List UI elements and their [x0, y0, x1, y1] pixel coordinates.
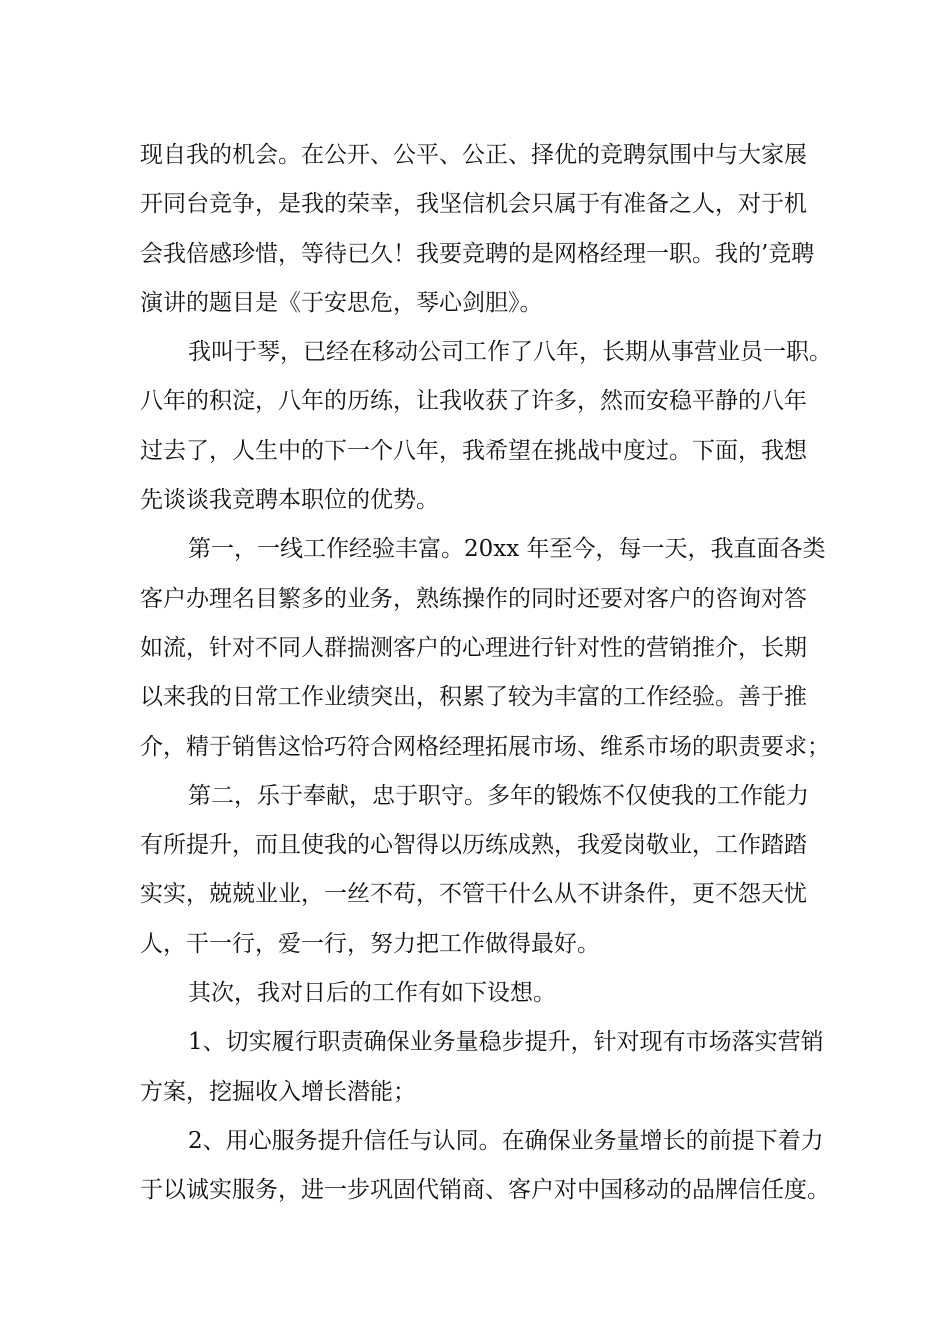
text-line: 有所提升，而且使我的心智得以历练成熟，我爱岗敬业，工作踏踏 — [140, 832, 807, 859]
text-line: 介，精于销售这恰巧符合网格经理拓展市场、维系市场的职责要求； — [140, 733, 830, 760]
paragraph-first-line: 我叫于琴，已经在移动公司工作了八年，长期从事营业员一职。 — [188, 339, 832, 366]
text-line: 实实，兢兢业业，一丝不苟，不管干什么从不讲条件，更不怨天忧 — [140, 881, 807, 908]
text-line: 演讲的题目是《于安思危，琴心剑胆》。 — [140, 289, 543, 316]
text-line: 客户办理名目繁多的业务，熟练操作的同时还要对客户的咨询对答 — [140, 585, 807, 612]
paragraph-first-line: 其次，我对日后的工作有如下设想。 — [188, 980, 556, 1007]
list-item-first-line: 1、切实履行职责确保业务量稳步提升，针对现有市场落实营销 — [188, 1029, 824, 1056]
text-line: 现自我的机会。在公开、公平、公正、择优的竞聘氛围中与大家展 — [140, 142, 807, 168]
paragraph-first-line: 第一，一线工作经验丰富。20xx 年至今，每一天，我直面各类 — [188, 536, 826, 563]
text-line: 八年的积淀，八年的历练，让我收获了许多，然而安稳平静的八年 — [140, 388, 807, 415]
document-body — [140, 131, 832, 1216]
text-line: 过去了，人生中的下一个八年，我希望在挑战中度过。下面，我想 — [140, 437, 807, 464]
list-item-first-line: 2、用心服务提升信任与认同。在确保业务量增长的前提下着力 — [188, 1127, 824, 1154]
text-line: 如流，针对不同人群揣测客户的心理进行针对性的营销推介，长期 — [140, 634, 807, 661]
text-line: 以来我的日常工作业绩突出，积累了较为丰富的工作经验。善于推 — [140, 684, 807, 711]
text-line: 人，干一行，爱一行，努力把工作做得最好。 — [140, 930, 600, 957]
paragraph-first-line: 第二，乐于奉献，忠于职守。多年的锻炼不仅使我的工作能力 — [188, 782, 809, 809]
text-line: 先谈谈我竞聘本职位的优势。 — [140, 487, 439, 514]
text-line: 会我倍感珍惜，等待已久！我要竞聘的是网格经理一职。我的’竞聘 — [140, 240, 815, 267]
text-line: 于以诚实服务，进一步巩固代销商、客户对中国移动的品牌信任度。 — [140, 1177, 830, 1204]
text-line: 方案，挖掘收入增长潜能； — [140, 1078, 416, 1105]
text-line: 开同台竞争，是我的荣幸，我坚信机会只属于有准备之人，对于机 — [140, 191, 807, 218]
